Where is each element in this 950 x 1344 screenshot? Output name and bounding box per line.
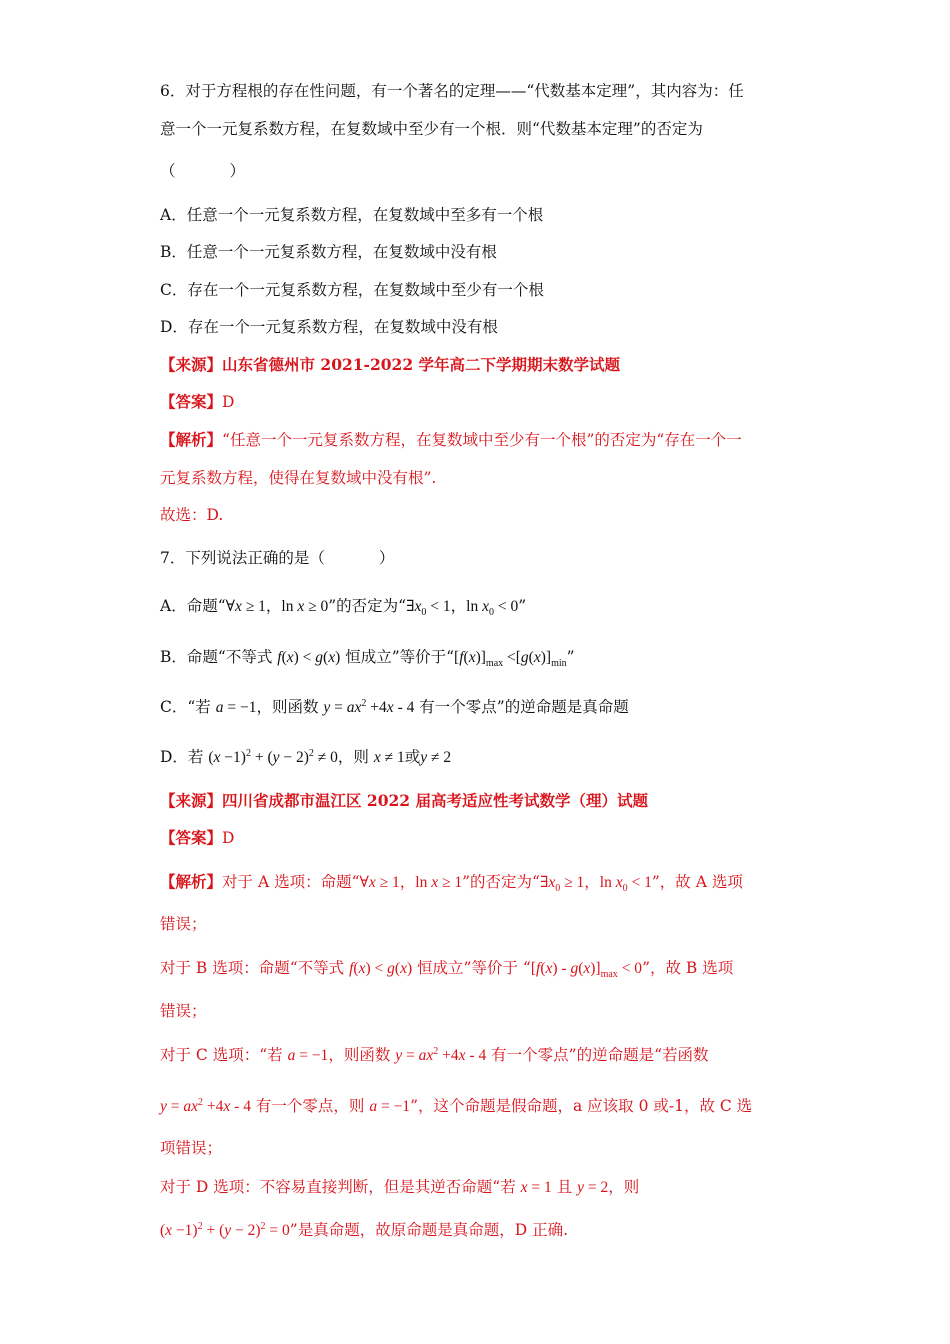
text: 对于 D 选项：不容易直接判断，但是其逆否命题“若 xyxy=(160,1178,521,1196)
answer-text: D xyxy=(222,393,235,411)
text: B．命题“不等式 xyxy=(160,648,278,666)
formula: y ≠ 2 xyxy=(420,749,452,766)
q7-option-a xyxy=(160,596,526,617)
formula: y = 2 xyxy=(577,1179,609,1196)
source-text: 山东省德州市 2021-2022 学年高二下学期期末数学试题 xyxy=(222,355,621,374)
text: 且 xyxy=(551,1178,578,1196)
text: ”的否定为“ xyxy=(462,873,540,891)
answer-tag: 【答案】 xyxy=(160,392,223,411)
text: ”是真命题，故原命题是真命题，D 正确. xyxy=(289,1221,569,1239)
q6-analysis-line-1 xyxy=(160,430,742,450)
formula: a = −1 xyxy=(287,1047,329,1064)
text: A．命题“ xyxy=(160,597,226,615)
formula: a = −1 xyxy=(215,699,257,716)
q7-option-b xyxy=(160,647,575,668)
formula: $[f(x) - g(x)]_{max} < 0$ xyxy=(530,960,643,981)
q7-stem-text: 7．下列说法正确的是（ xyxy=(160,549,325,567)
q7-analysis-a xyxy=(160,872,743,893)
formula: ∀x ≥ 1，ln x ≥ 1 xyxy=(359,874,463,891)
text: C．“若 xyxy=(160,698,216,716)
q6-analysis-line-3: 故选：D. xyxy=(160,506,224,524)
formula: $(x -1)^2 + (y - 2)^2 = 0$ xyxy=(160,1220,290,1239)
text: 有一个零点”的逆命题是真命题 xyxy=(414,698,629,716)
q7-answer xyxy=(160,828,234,848)
text: 对于 A 选项：命题“ xyxy=(222,873,360,891)
formula: $y = ax^2 +4x - 4$ xyxy=(160,1096,251,1115)
q7-analysis-b xyxy=(160,958,733,979)
text: ”，故 B 选项 xyxy=(642,959,734,977)
q6-option-b: B．任意一个一元复系数方程，在复数域中没有根 xyxy=(160,243,497,261)
text: 对于 C 选项：“若 xyxy=(160,1046,288,1064)
q7-analysis-a-cont: 错误； xyxy=(160,915,207,933)
q6-option-d: D．存在一个一元复系数方程，在复数域中没有根 xyxy=(160,318,498,336)
text: ” xyxy=(518,597,527,615)
text: 有一个零点”的逆命题是“若函数 xyxy=(486,1046,709,1064)
formula: f(x) < g(x) xyxy=(277,649,341,666)
q7-option-c xyxy=(160,697,629,718)
paren-close: ） xyxy=(229,162,246,180)
answer-text: D xyxy=(222,829,235,847)
q6-answer-blank xyxy=(160,161,245,181)
q7-analysis-c xyxy=(160,1045,709,1066)
q7-analysis-d xyxy=(160,1177,639,1198)
q7-stem-close: ） xyxy=(378,549,395,567)
formula: ∀x ≥ 1，ln x ≥ 0 xyxy=(225,598,329,615)
text: 恒成立”等价于 “ xyxy=(412,959,531,977)
text: 对于 B 选项：命题“不等式 xyxy=(160,959,350,977)
analysis-tag: 【解析】 xyxy=(160,872,223,891)
source-tag: 【来源】 xyxy=(160,791,223,810)
formula: $(x -1)^2 + (y - 2)^2 \ne 0$ xyxy=(208,747,338,766)
text: ，则 xyxy=(337,748,374,766)
q6-option-a: A．任意一个一元复系数方程，在复数域中至多有一个根 xyxy=(160,206,544,224)
text: 或 xyxy=(404,748,421,766)
text: D．若 xyxy=(160,748,209,766)
text: ” xyxy=(566,648,575,666)
text: ，则 xyxy=(608,1178,640,1196)
q7-analysis-c-cont xyxy=(160,1096,752,1117)
text: ”的否定为“ xyxy=(328,597,407,615)
analysis-text: “任意一个一元复系数方程，在复数域中至少有一个根”的否定为“存在一个一 xyxy=(222,431,742,449)
text: 恒成立”等价于“ xyxy=(340,648,455,666)
q7-analysis-c-cont-2: 项错误； xyxy=(160,1139,223,1157)
formula: $\exists x_0 \ge 1$，$\ln x_0 < 1$ xyxy=(539,874,652,895)
q7-stem xyxy=(160,548,394,568)
text: 有一个零点，则 xyxy=(250,1097,370,1115)
q7-analysis-d-cont xyxy=(160,1220,568,1241)
q7-analysis-b-cont: 错误； xyxy=(160,1002,207,1020)
source-tag: 【来源】 xyxy=(160,355,223,374)
q7-option-d xyxy=(160,747,451,768)
q6-stem-line-2: 意一个一元复系数方程，在复数域中至少有一个根．则“代数基本定理”的否定为 xyxy=(160,120,703,138)
answer-tag: 【答案】 xyxy=(160,828,223,847)
formula: a = −1 xyxy=(369,1098,411,1115)
formula: f(x) < g(x) xyxy=(349,960,413,977)
text: ，则函数 xyxy=(256,698,324,716)
formula: $[f(x)]_{max} <[g(x)]_{min}$ xyxy=(454,649,567,670)
formula: $\exists x_0 < 1$，$\ln x_0 < 0$ xyxy=(406,598,519,619)
q6-analysis-line-2: 元复系数方程，使得在复数域中没有根”. xyxy=(160,469,437,487)
text: ，则函数 xyxy=(328,1046,396,1064)
formula: x = 1 xyxy=(520,1179,552,1196)
text: ”，这个命题是假命题，a 应该取 0 或-1，故 C 选 xyxy=(410,1097,753,1115)
q6-option-c: C．存在一个一元复系数方程，在复数域中至少有一个根 xyxy=(160,281,544,299)
q6-source xyxy=(160,355,620,375)
paren-open: （ xyxy=(160,162,176,180)
q7-source xyxy=(160,791,648,811)
q6-stem-line-1: 6．对于方程根的存在性问题，有一个著名的定理——“代数基本定理”，其内容为：任 xyxy=(160,82,744,100)
source-text: 四川省成都市温江区 2022 届高考适应性考试数学（理）试题 xyxy=(222,791,648,810)
q6-answer xyxy=(160,392,234,412)
formula: $y = ax^2 +4x - 4$ xyxy=(323,697,415,716)
text: ”，故 A 选项 xyxy=(651,873,743,891)
analysis-tag: 【解析】 xyxy=(160,430,223,449)
formula: x ≠ 1 xyxy=(373,749,405,766)
formula: $y = ax^2 +4x - 4$ xyxy=(395,1045,487,1064)
